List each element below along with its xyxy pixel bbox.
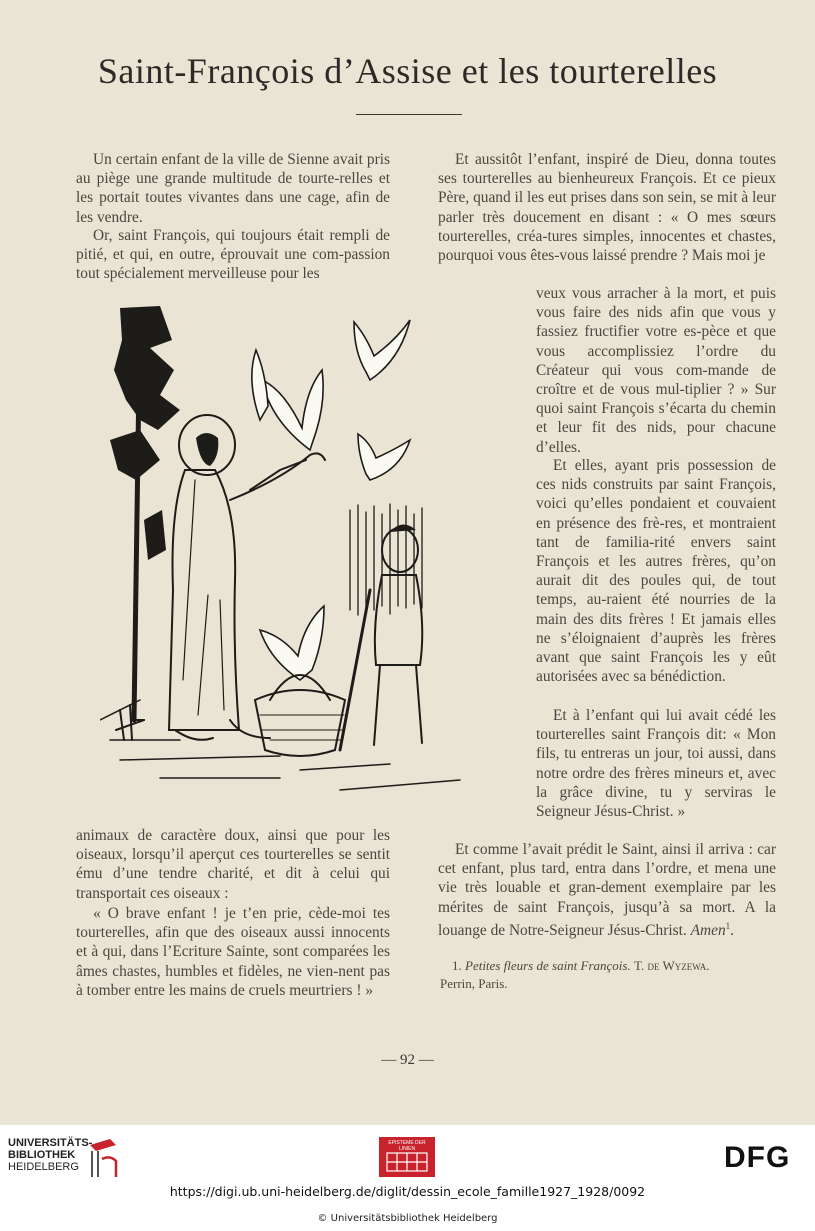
amen-word: Amen — [690, 921, 726, 939]
library-mark-icon — [86, 1137, 120, 1181]
article-title: Saint-François d’Assise et les tourterelles — [97, 51, 718, 91]
library-line-2: BIBLIOTHEK — [8, 1149, 76, 1161]
footnote — [440, 957, 776, 993]
right-paragraph-final: Et comme l’avait prédit le Saint, ainsi il arriva : car cet enfant, plus tard, entra dans l’ordre, et mena une vie très louable et gran-dement exemplaire par les mérites de saint François, jusqu’à sa mort. A la louange de Notre-Seigneur Jésus-Christ. Amen$^1$. — [438, 841, 776, 939]
page-url[interactable]: https://digi.ub.uni-heidelberg.de/diglit/dessin_ecole_famille1927_1928/0092 — [169, 1184, 646, 1199]
dfg-logo[interactable]: DFG — [724, 1141, 791, 1174]
footnote-publisher: Perrin, Paris. — [440, 976, 508, 991]
saint-francis-illustration — [100, 300, 475, 810]
footnote-number: 1. — [452, 958, 462, 973]
left-paragraph-4: « O brave enfant ! je t’en prie, cède-moi tes tourterelles, afin que des oiseaux aussi innocents et à qui, dans l’Ecriture Sainte, sont comparées les âmes chastes, humbles et fidèles, ne vien-nent pas à tomber entre les mains de cruels meurtriers ! » — [76, 905, 390, 999]
right-narrow-paragraph-3: Et à l’enfant qui lui avait cédé les tourterelles saint François dit: « Mon fils, tu entreras un jour, toi aussi, dans notre ordre des frères mineurs et, avec la grâce divine, tu y serviras le Seigneur Jésus-Christ. » — [536, 707, 776, 821]
library-logo[interactable] — [8, 1137, 120, 1183]
copyright-notice: © Universitätsbibliothek Heidelberg — [317, 1213, 498, 1224]
footnote-author: T. de Wyzewa. — [633, 958, 710, 973]
final-paragraph-text: Et comme l’avait prédit le Saint, ainsi il arriva : car cet enfant, plus tard, entra dans l’ordre, et mena une vie très louable et gran-dement exemplaire par les mérites de saint François, jusqu’à sa mort. A la louange de Notre-Seigneur Jésus-Christ. — [438, 841, 776, 939]
right-narrow-paragraph-1: veux vous arracher à la mort, et puis vous faire des nids afin que vous y fassiez fructifier votre es-pèce et que vous accomplissiez l’ordre du Créateur qui vous com-mande de croître et de vous mul-tiplier ? » Sur quoi saint François s’écarta du chemin et leur fit des nids, pour chacune d’elles. — [536, 285, 776, 456]
project-logo-icon — [379, 1137, 435, 1177]
library-line-1: UNIVERSITÄTS- — [8, 1137, 93, 1149]
project-logo[interactable] — [379, 1137, 435, 1177]
right-paragraph-1: Et aussitôt l’enfant, inspiré de Dieu, donna toutes ses tourterelles au bienheureux François. Et ce pieux Père, quand il les eut prises dans son sein, se mit à leur parler très doucement en disant : « O mes sœurs tourterelles, créa-tures simples, innocentes et chastes, pourquoi vous êtes-vous laissé prendre ? Mais moi je — [438, 151, 776, 265]
left-paragraph-2: Or, saint François, qui toujours était rempli de pitié, et qui, en outre, éprouvait une com-passion tout spécialement merveilleuse pour les — [76, 227, 390, 283]
right-narrow-paragraph-2: Et elles, ayant pris possession de ces nids construits par saint François, voici qu’elles pondaient et couvaient en présence des frè-res, et montraient tant de familia-rité envers saint François et les autres frères, qu’on aurait dit des poules qui, de tout temps, au-raient été nourries de la main des dits frères ! Et jamais elles ne s’éloignaient d’auprès les frères avant que saint François les y eût autorisées avec sa bénédiction. — [536, 457, 776, 686]
viewer-footer — [0, 1125, 815, 1231]
project-logo-text: EPISTEME DER LINIEN — [388, 1140, 426, 1152]
page-number: — 92 — — [381, 1052, 434, 1068]
left-paragraph-3: animaux de caractère doux, ainsi que pour les oiseaux, lorsqu’il aperçut ces tourterelles se sentit ému d’une tendre charité, et dit à celui qui transportait ces oiseaux : — [76, 827, 390, 902]
footnote-marker: 1 — [725, 920, 731, 931]
library-line-3: HEIDELBERG — [8, 1161, 79, 1173]
left-paragraph-1: Un certain enfant de la ville de Sienne avait pris au piège une grande multitude de tourte-relles et les portait toutes vivantes dans une cage, afin de les vendre. — [76, 151, 390, 226]
title-divider — [356, 114, 462, 115]
footnote-title: Petites fleurs de saint François. — [465, 958, 631, 973]
